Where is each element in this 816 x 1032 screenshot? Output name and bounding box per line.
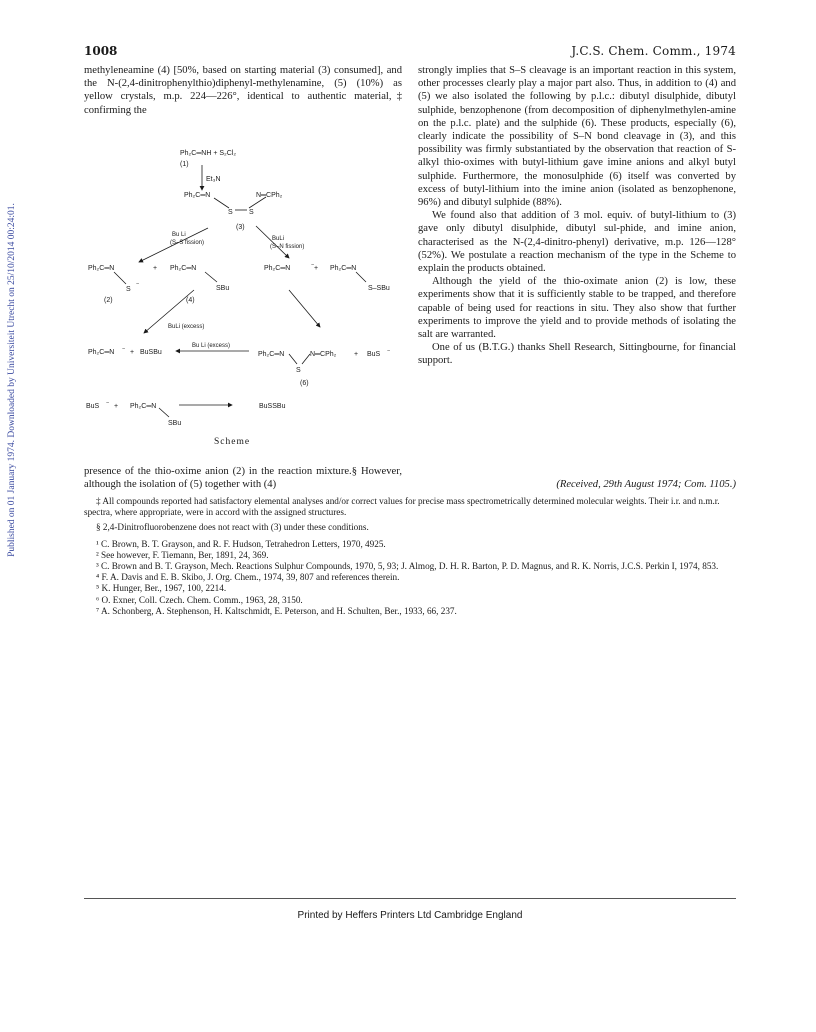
scheme-sn-fission: (S–N fission) (270, 244, 305, 250)
scheme-bussbu: BuSSBu (259, 403, 286, 410)
footnote-section: § 2,4-Dinitrofluorobenzene does not react with (3) under these conditions. (96, 522, 369, 533)
left-bottom-text: presence of the thio-oxime anion (2) in the reaction mixture.§ However, although the isolation of (5) together with (4) (84, 466, 402, 491)
scheme-c3-right: N═CPh₂ (256, 192, 283, 199)
right-para-4: One of us (B.T.G.) thanks Shell Research, Sittingbourne, for financial support. (418, 342, 736, 367)
scheme-sn-sbu: S–SBu (368, 285, 390, 292)
scheme-plus-4: + (354, 351, 359, 358)
right-para-1: strongly implies that S–S cleavage is an important reaction in this system, other processes clearly play a major part also. Thus, in addition to (4) and (5) we also isolated the following by p.l.c.: dibutyl disulphide, dibutyl sulphide, benzophenone (from decomposition of diphenylmethylen-amine on the p.l.c. plate) and the sulphide (6). These products, especially (6), clearly indicate the possibility of S–N bond cleavage in (3), and this possibility was firmly substantiated by the observation that reaction of S-alkyl thio-oximes with butyl-lithium gave imine anions and alkyl butyl sulphide. Furthermore, the monosulphide (6) itself was converted by excess of butyl-lithium into the imine anion (isolated as benzophenone, 96%) and dibutyl sulphide (88%). (418, 65, 736, 209)
scheme-c6-left: Ph₂C═N (258, 351, 285, 358)
bond-4-sbu (205, 272, 217, 282)
download-sidebar (2, 120, 22, 640)
printer-credit: Printed by Heffers Printers Ltd Cambridge England (297, 910, 523, 921)
scheme-caption: Scheme (214, 437, 251, 447)
scheme-buli-excess-2: Bu Li (excess) (192, 343, 231, 349)
scheme-plus-5: + (114, 403, 119, 410)
reference-4: ⁴ F. A. Davis and E. B. Skibo, J. Org. Chem., 1974, 39, 807 and references therein. (96, 572, 400, 583)
right-para-3: Although the yield of the thio-oximate anion (2) is low, these experiments show that it is sufficiently stable to be trapped, and therefore capable of being used for reactions in situ. They also show that further experiments to improve the yield and to provide methods of isolating the salt are warranted. (418, 276, 736, 341)
scheme-plus-2: + (314, 265, 319, 272)
scheme-buli-sn: BuLi (272, 236, 285, 242)
scheme-c7-sbu: SBu (168, 420, 182, 427)
footer-rule (84, 898, 736, 899)
bond-2-s (114, 272, 126, 284)
scheme-buli-ss: Bu Li (172, 232, 186, 238)
scheme-charge-1: − (122, 346, 126, 352)
reference-5: ⁵ K. Hunger, Ber., 1967, 100, 2214. (96, 583, 227, 594)
scheme-c3-left: Ph₂C═N (184, 192, 211, 199)
received-line: (Received, 29th August 1974; Com. 1105.) (556, 479, 736, 490)
scheme-c4-sbu: SBu (216, 285, 230, 292)
arrow-sn-fission (256, 226, 289, 258)
page-number: 1008 (84, 44, 118, 58)
scheme-c6-right: N═CPh₂ (310, 351, 337, 358)
reference-7: ⁷ A. Schonberg, A. Stephenson, H. Kaltschmidt, E. Peterson, and H. Schulten, Ber., 1933, 66, 237. (96, 605, 457, 616)
scheme-charge-2: − (136, 281, 140, 287)
scheme-ss-fission: (S–S fission) (170, 240, 205, 246)
scheme-bus-left: BuS (86, 403, 100, 410)
reference-2: ² See however, F. Tiemann, Ber, 1891, 24, 369. (96, 549, 269, 560)
scheme-buli-excess-1: BuLi (excess) (168, 324, 205, 330)
scheme-plus-1: + (153, 265, 158, 272)
reference-3: ³ C. Brown and B. T. Grayson, Mech. Reactions Sulphur Compounds, 1970, 5, 93; J. Almog, D. H. R. Barton, P. D. Magnus, and R. K. Norris, J.C.S. Perkin I, 1974, 853. (96, 561, 719, 572)
scheme-anion-prod: Ph₂C═N (88, 349, 115, 356)
right-para-2: We found also that addition of 3 mol. equiv. of butyl-lithium to (3) gave only dibutyl disulphide, dibutyl sul-phide, and imine anion, characterised as the N-(2,4-dinitro-phenyl) derivative, m.p. 126—128° (52%). We postulate a reaction mechanism of the type in the Scheme to explain the products obtained. (418, 210, 736, 275)
scheme-et3n: Et₃N (206, 176, 221, 183)
bond-6-left (289, 354, 297, 364)
scheme-label-4: (4) (186, 297, 195, 304)
reaction-scheme (84, 138, 414, 438)
right-column (418, 64, 736, 368)
scheme-c2: Ph₂C═N (88, 265, 115, 272)
scheme-c6-s: S (296, 367, 301, 374)
scheme-c4: Ph₂C═N (170, 265, 197, 272)
scheme-sn-prod1: Ph₂C═N (264, 265, 291, 272)
journal-header: J.C.S. Chem. Comm., 1974 (571, 44, 736, 58)
bond-3-left (214, 198, 229, 208)
scheme-label-6: (6) (300, 380, 309, 387)
bond-6-right (302, 354, 310, 364)
scheme-label-2: (2) (104, 297, 113, 304)
footnote-double-dagger: ‡ All compounds reported had satisfactory elemental analyses and/or correct values for precise mass spectrometrically determined molecular weights. Their i.r. and n.m.r. spectra, where appropriate, were in accord with the assigned structures. (84, 496, 720, 518)
scheme-label-1: (1) (180, 161, 189, 168)
reference-6: ⁶ O. Exner, Coll. Czech. Chem. Comm., 1963, 28, 3150. (96, 594, 303, 605)
scheme-c2-s: S (126, 286, 131, 293)
arrow-to-6 (289, 290, 320, 327)
scheme-charge-3: − (311, 262, 315, 268)
scheme-charge-4: − (387, 348, 391, 354)
download-notice: Published on 01 January 1974. Downloaded by Universiteit Utrecht on 25/10/2014 00:24:01. (7, 203, 17, 557)
scheme-charge-5: − (106, 400, 110, 406)
scheme-bus-minus: BuS (367, 351, 381, 358)
scheme-busbu: BuSBu (140, 349, 162, 356)
left-column (84, 64, 402, 117)
footnotes (84, 496, 736, 617)
left-para-1: methyleneamine (4) [50%, based on starting material (3) consumed], and the N-(2,4-dinitrophenylthio)diphenyl-methylenamine, (5) (10%) as yellow crystals, m.p. 224—226°, identical to authentic material,‡ confirming the (84, 65, 402, 116)
scheme-c3-s2: S (249, 209, 254, 216)
scheme-start: Ph₂C═NH + S₂Cl₂ (180, 150, 237, 157)
scheme-label-3: (3) (236, 224, 245, 231)
scheme-plus-3: + (130, 349, 135, 356)
scheme-sn-prod2: Ph₂C═N (330, 265, 357, 272)
bond-7-sbu (159, 408, 169, 417)
reference-list (84, 539, 736, 617)
scheme-c7: Ph₂C═N (130, 403, 157, 410)
reference-1: ¹ C. Brown, B. T. Grayson, and R. F. Hudson, Tetrahedron Letters, 1970, 4925. (96, 538, 386, 549)
scheme-c3-s1: S (228, 209, 233, 216)
bond-snprod-sbu (356, 272, 366, 282)
